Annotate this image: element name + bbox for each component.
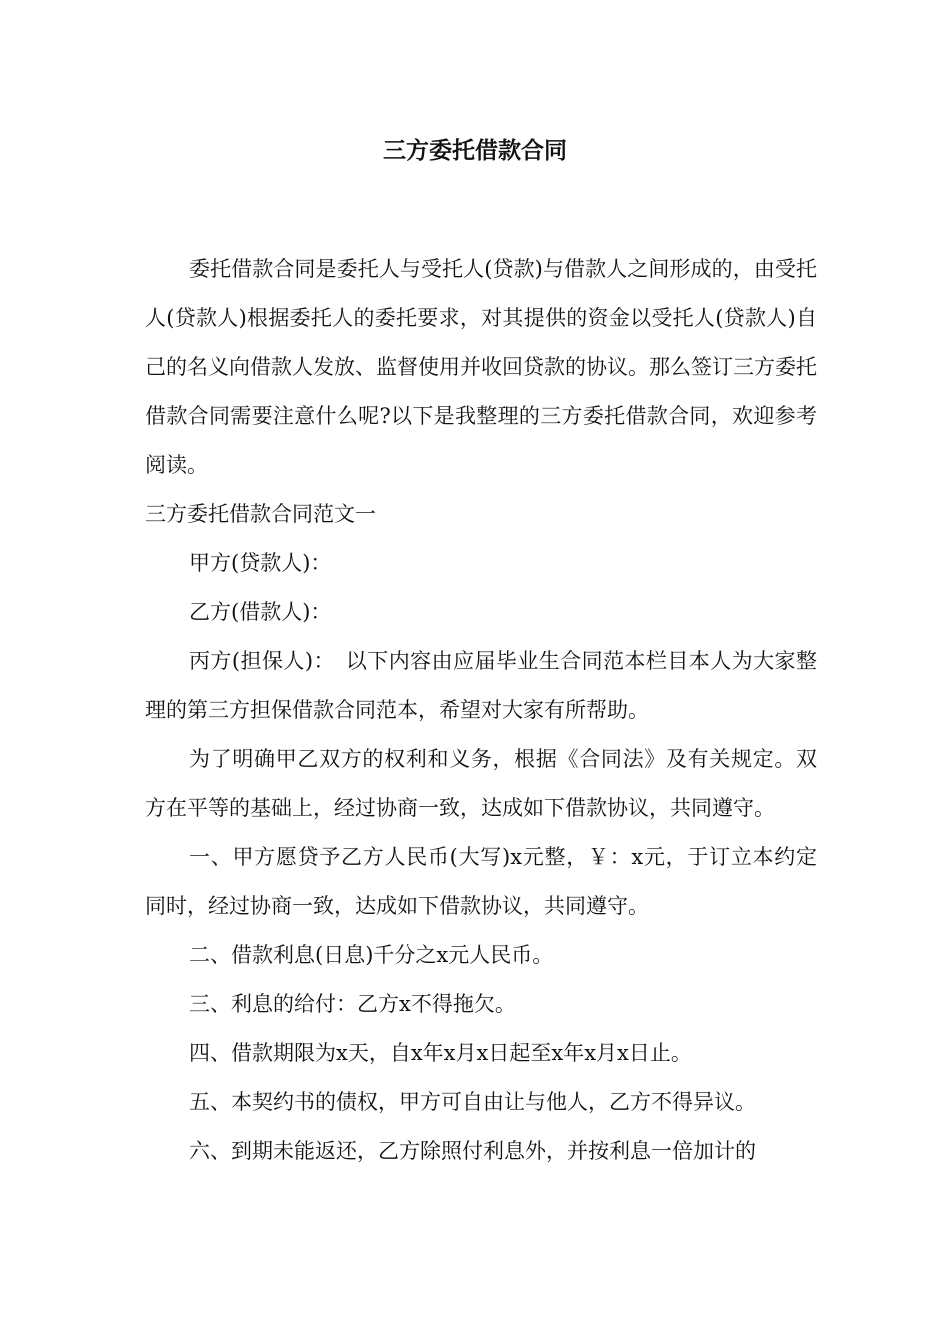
document-title: 三方委托借款合同 — [383, 138, 567, 164]
clause-2: 二、借款利息(日息)千分之x元人民币。 — [189, 943, 554, 967]
party-c-line: 丙方(担保人)： 以下内容由应届毕业生合同范本栏目本人为大家整理的第三方担保借款合同范本，希望对大家有所帮助。 — [145, 649, 817, 722]
intro-paragraph: 委托借款合同是委托人与受托人(贷款)与借款人之间形成的，由受托人(贷款人)根据委托人的委托要求，对其提供的资金以受托人(贷款人)自己的名义向借款人发放、监督使用并收回贷款的协议。那么签订三方委托借款合同需要注意什么呢?以下是我整理的三方委托借款合同，欢迎参考阅读。 — [145, 257, 817, 477]
clause-6: 六、到期未能返还，乙方除照付利息外，并按利息一倍加计的 — [189, 1139, 756, 1163]
party-b-line: 乙方(借款人)： — [189, 600, 332, 624]
clause-5: 五、本契约书的债权，甲方可自由让与他人，乙方不得异议。 — [189, 1090, 756, 1114]
preamble-paragraph: 为了明确甲乙双方的权利和义务，根据《合同法》及有关规定。双方在平等的基础上，经过协商一致，达成如下借款协议，共同遵守。 — [145, 747, 817, 820]
clause-1: 一、甲方愿贷予乙方人民币(大写)x元整，￥：x元，于订立本约定同时，经过协商一致，达成如下借款协议，共同遵守。 — [145, 845, 817, 918]
section-heading: 三方委托借款合同范文一 — [145, 502, 376, 526]
clause-4: 四、借款期限为x天，自x年x月x日起至x年x月x日止。 — [189, 1041, 692, 1065]
clause-3: 三、利息的给付：乙方x不得拖欠。 — [189, 992, 516, 1016]
party-a-line: 甲方(贷款人)： — [189, 551, 332, 575]
document-body — [145, 245, 817, 1176]
